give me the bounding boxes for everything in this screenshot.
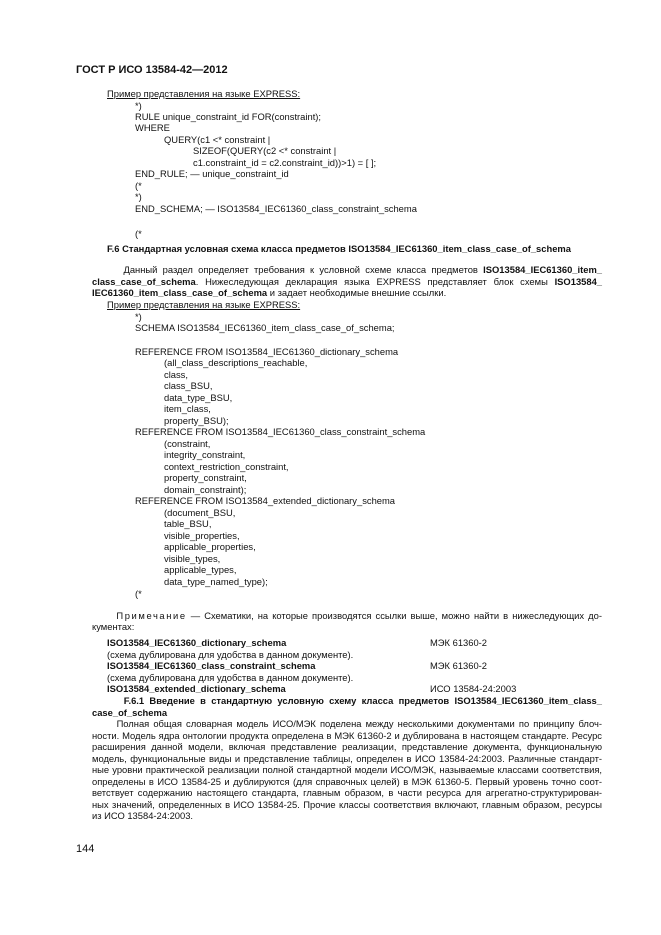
code-line: END_SCHEMA; — ISO13584_IEC61360_class_constraint_schema (135, 203, 417, 214)
code-line: class, (164, 369, 188, 380)
code-line: data_type_BSU, (164, 392, 233, 403)
page-number: 144 (76, 843, 95, 855)
code-line: REFERENCE FROM ISO13584_IEC61360_class_constraint_schema (135, 426, 426, 437)
code-line: WHERE (135, 122, 170, 133)
paragraph-line: расширения данной модели, включая представление реализации, представление документа, функциональную (92, 741, 602, 752)
code-line: data_type_named_type); (164, 576, 268, 587)
subsection-heading: F.6.1 Введение в стандартную условную схему класса предметов ISO13584_IEC61360_item_class_ (123, 695, 602, 706)
paragraph-line: IEC61360_item_class_case_of_schema и задает необходимые внешние ссылки. (92, 287, 447, 298)
code-line: SIZEOF(QUERY(c2 <* constraint | (193, 145, 337, 156)
reference-comment: (схема дублирована для удобства в данном документе). (107, 649, 354, 660)
code-line: SCHEMA ISO13584_IEC61360_item_class_case_of_schema; (135, 322, 395, 333)
reference-schema: ISO13584_IEC61360_class_constraint_schema (107, 660, 316, 671)
note-line: Примечание — Схематики, на которые производятся ссылки выше, можно найти в нижеследующих до- (116, 610, 602, 621)
paragraph-line: ности. Модель ядра онтологии продукта определена в МЭК 61360-2 и дублирована в настоящем стандарте. Ресурс (92, 730, 602, 741)
paragraph-line: ветствует содержанию настоящего стандарта, главным образом, в части ресурса для агрегатно-структурирован- (92, 787, 602, 798)
paragraph-line: из ИСО 13584-24:2003. (92, 810, 194, 821)
code-line: item_class, (164, 403, 211, 414)
code-line: (* (135, 588, 142, 599)
code-line: table_BSU, (164, 518, 212, 529)
paragraph-line: определены в ИСО 13584-25 и дублируются (для справочных целей) в МЭК 61360-5. Первый уровень точно соот- (92, 776, 602, 787)
code-line: *) (135, 311, 142, 322)
paragraph-line: модель, функциональные виды и представление таблицы, определен в ИСО 13584-24:2003. Различные стандарт- (92, 753, 602, 764)
code-line: END_RULE; — unique_constraint_id (135, 168, 289, 179)
code-line: QUERY(c1 <* constraint | (164, 134, 271, 145)
code-line: c1.constraint_id = c2.constraint_id))>1) = [ ]; (193, 157, 377, 168)
code-line: RULE unique_constraint_id FOR(constraint); (135, 111, 322, 122)
code-line: REFERENCE FROM ISO13584_IEC61360_dictionary_schema (135, 346, 399, 357)
paragraph-line: class_case_of_schema. Нижеследующая декларация языка EXPRESS представляет блок схемы ISO13584_ (92, 276, 603, 287)
reference-standard: ИСО 13584-24:2003 (430, 683, 517, 694)
example-label: Пример представления на языке EXPRESS: (107, 88, 301, 99)
code-line: (* (135, 228, 142, 239)
code-line: property_constraint, (164, 472, 247, 483)
code-line: (constraint, (164, 438, 211, 449)
paragraph-line: Данный раздел определяет требования к условной схеме класса предметов ISO13584_IEC61360_item_ (123, 264, 602, 275)
reference-standard: МЭК 61360-2 (430, 660, 488, 671)
note-label: Примечание (116, 610, 187, 621)
code-line: visible_types, (164, 553, 221, 564)
code-line: property_BSU); (164, 415, 229, 426)
example-label: Пример представления на языке EXPRESS: (107, 299, 301, 310)
code-line: context_restriction_constraint, (164, 461, 289, 472)
paragraph-line: Полная общая словарная модель ИСО/МЭК поделена между несколькими документами по принципу блоч- (116, 718, 602, 729)
code-line: domain_constraint); (164, 484, 247, 495)
code-line: applicable_types, (164, 564, 237, 575)
reference-schema: ISO13584_IEC61360_dictionary_schema (107, 637, 287, 648)
code-line: (* (135, 180, 142, 191)
reference-standard: МЭК 61360-2 (430, 637, 488, 648)
subsection-heading: case_of_schema (92, 707, 168, 718)
code-line: integrity_constraint, (164, 449, 246, 460)
code-line: *) (135, 100, 142, 111)
note-line: кументах: (92, 621, 135, 632)
code-line: (document_BSU, (164, 507, 236, 518)
code-line: visible_properties, (164, 530, 240, 541)
paragraph-line: ных значений, определенных в ИСО 13584-25. Прочие классы соответствия включают, главным образом, ресурсы (92, 799, 602, 810)
code-line: applicable_properties, (164, 541, 256, 552)
code-line: class_BSU, (164, 380, 213, 391)
code-line: (all_class_descriptions_reachable, (164, 357, 308, 368)
section-heading: F.6 Стандартная условная схема класса предметов ISO13584_IEC61360_item_class_case_of_schema (107, 243, 571, 254)
document-header: ГОСТ Р ИСО 13584-42—2012 (76, 64, 228, 76)
reference-comment: (схема дублирована для удобства в данном документе). (107, 672, 354, 683)
reference-schema: ISO13584_extended_dictionary_schema (107, 683, 286, 694)
code-line: REFERENCE FROM ISO13584_extended_dictionary_schema (135, 495, 396, 506)
code-line: *) (135, 191, 142, 202)
paragraph-line: ные уровни практической реализации полной стандартной модели ИСО/МЭК, называемые классами соответствия, (92, 764, 602, 775)
